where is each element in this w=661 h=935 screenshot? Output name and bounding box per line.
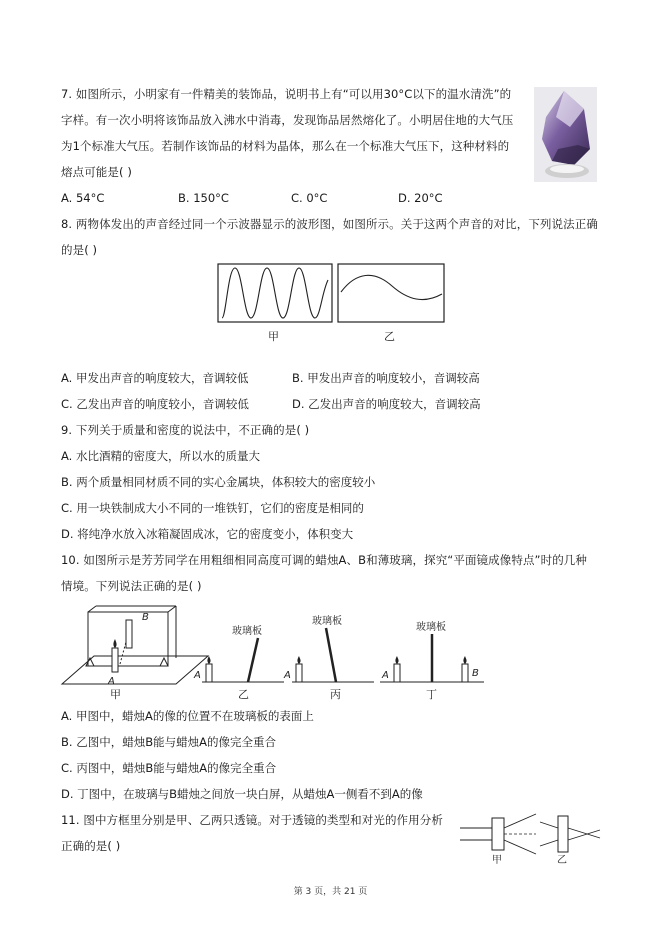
- q8-option-d: D. 乙发出声音的响度较大，音调较高: [292, 397, 481, 411]
- q9-line-1: 9. 下列关于质量和密度的说法中，不正确的是( ): [61, 423, 310, 437]
- label-jia: 甲: [268, 330, 279, 343]
- glass-label-ding: 玻璃板: [416, 622, 446, 633]
- q10-option-a: A. 甲图中，蜡烛A的像的位置不在玻璃板的表面上: [61, 709, 314, 723]
- waveform-box-yi: [338, 264, 444, 322]
- mirror-experiment-figure: [60, 598, 500, 700]
- q7-line-4: 熔点可能是( ): [61, 165, 132, 179]
- q9-option-a: A. 水比酒精的密度大，所以水的质量大: [61, 449, 260, 463]
- q7-option-d: D. 20°C: [398, 191, 443, 205]
- svg-text:B: B: [142, 612, 149, 623]
- q11-line-1: 11. 图中方框里分别是甲、乙两只透镜。对于透镜的类型和对光的作用分析: [61, 813, 443, 827]
- q7-line-3: 为1个标准大气压。若制作该饰品的材料为晶体，那么在一个标准大气压下，这种材料的: [61, 139, 510, 153]
- panel-ding: [380, 620, 484, 700]
- q8-option-c: C. 乙发出声音的响度较小，音调较低: [61, 397, 249, 411]
- svg-text:A: A: [108, 676, 115, 687]
- glass-label-yi: 玻璃板: [232, 626, 262, 637]
- lens-label-jia: 甲: [492, 855, 502, 866]
- q10-line-1: 10. 如图所示是芳芳同学在用粗细相同高度可调的蜡烛A、B和薄玻璃，探究“平面镜成像特点”时的几种: [61, 553, 588, 567]
- q9-option-b: B. 两个质量相同材质不同的实心金属块，体积较大的密度较小: [61, 475, 376, 489]
- page-footer: 第 3 页，共 21 页: [293, 887, 368, 897]
- q7-line-1: 7. 如图所示，小明家有一件精美的装饰品，说明书上有“可以用30°C以下的温水清洗”的: [61, 87, 512, 101]
- svg-text:A: A: [382, 670, 389, 681]
- waveform-jia: [222, 268, 328, 318]
- q7-line-2: 字样。有一次小明将该饰品放入沸水中消毒，发现饰品居然熔化了。小明居住地的大气压: [61, 113, 514, 127]
- q8-line-2: 的是( ): [61, 243, 98, 257]
- svg-text:A: A: [284, 670, 291, 681]
- q10-option-c: C. 丙图中，蜡烛B能与蜡烛A的像完全重合: [61, 761, 277, 775]
- waveform-yi: [341, 275, 442, 299]
- panel-yi: [193, 624, 284, 700]
- lens-jia: [460, 814, 536, 866]
- panel-label-jia: 甲: [110, 688, 121, 700]
- q8-option-b: B. 甲发出声音的响度较小，音调较高: [292, 371, 480, 385]
- oscilloscope-figure: [216, 262, 448, 346]
- q10-option-b: B. 乙图中，蜡烛B能与蜡烛A的像完全重合: [61, 735, 276, 749]
- glass-label-bing: 玻璃板: [312, 616, 342, 627]
- panel-bing: [283, 614, 374, 700]
- lens-label-yi: 乙: [557, 855, 567, 866]
- q10-line-2: 情境。下列说法正确的是( ): [61, 579, 202, 593]
- q8-line-1: 8. 两物体发出的声音经过同一个示波器显示的波形图，如图所示。关于这两个声音的对比，下列说法正确: [61, 217, 598, 231]
- panel-jia: [62, 606, 208, 700]
- q9-option-d: D. 将纯净水放入冰箱凝固成冰，它的密度变小，体积变大: [61, 527, 354, 541]
- panel-label-yi: 乙: [238, 688, 249, 700]
- q7-option-a: A. 54°C: [61, 191, 105, 205]
- svg-text:A: A: [194, 670, 201, 681]
- label-yi: 乙: [384, 330, 395, 343]
- panel-label-bing: 丙: [330, 688, 341, 700]
- q9-option-c: C. 用一块铁制成大小不同的一堆铁钉，它们的密度是相同的: [61, 501, 364, 515]
- q10-option-d: D. 丁图中，在玻璃与B蜡烛之间放一块白屏，从蜡烛A一侧看不到A的像: [61, 787, 423, 801]
- q8-option-a: A. 甲发出声音的响度较大，音调较低: [61, 371, 249, 385]
- q11-line-2: 正确的是( ): [61, 839, 121, 853]
- lens-yi: [540, 816, 600, 866]
- svg-text:B: B: [472, 668, 479, 679]
- q7-option-b: B. 150°C: [178, 191, 229, 205]
- panel-label-ding: 丁: [426, 688, 437, 700]
- lens-figure: [458, 808, 604, 866]
- q7-option-c: C. 0°C: [291, 191, 328, 205]
- crystal-ornament-image: [534, 87, 597, 182]
